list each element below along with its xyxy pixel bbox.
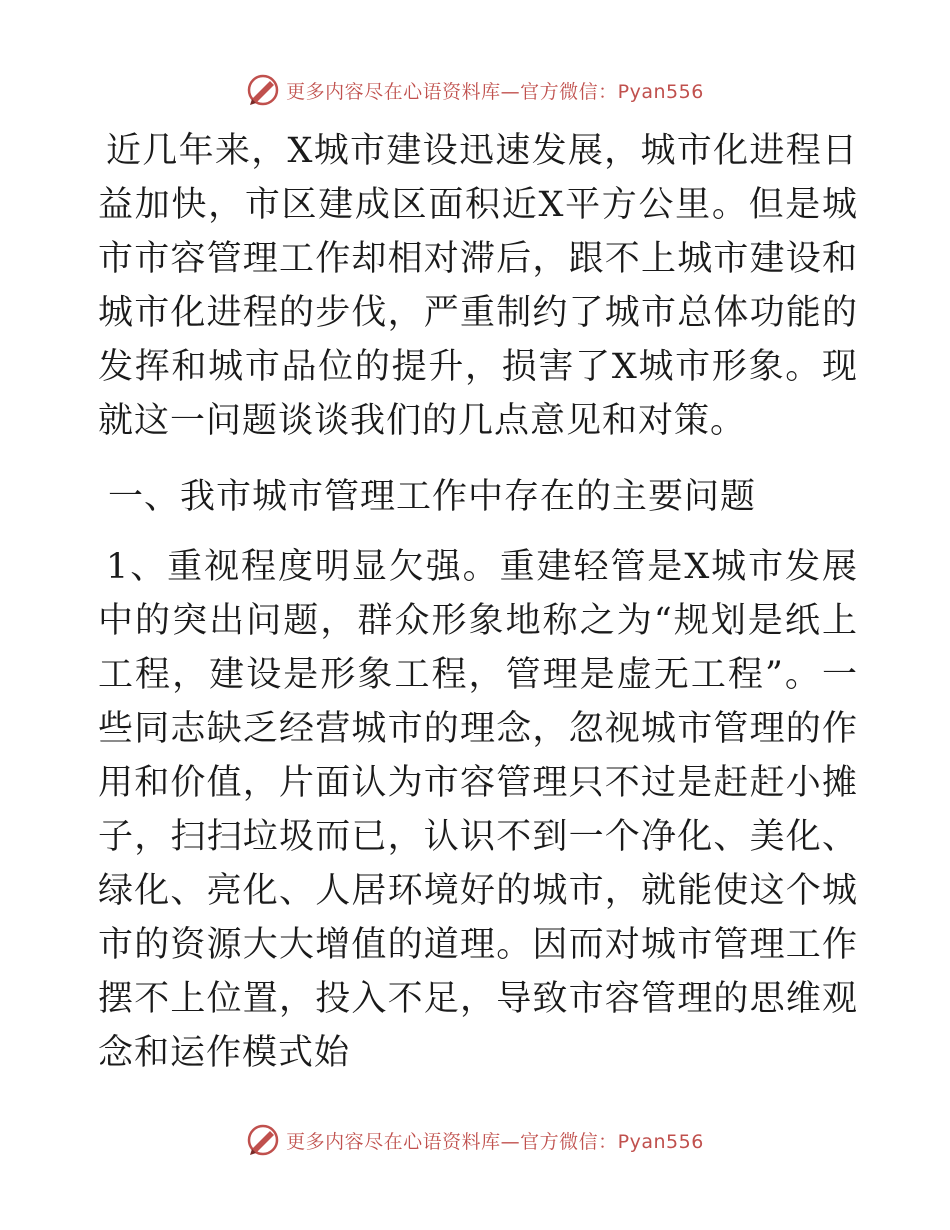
document-body xyxy=(98,124,858,1080)
pen-logo-icon xyxy=(246,73,280,107)
banner-text: 更多内容尽在心语资料库—官方微信：Pyan556 xyxy=(286,80,704,103)
footer-banner xyxy=(0,1120,950,1160)
problem-paragraph: 1、重视程度明显欠强。重建轻管是X城市发展中的突出问题，群众形象地称之为“规划是纸上工程，建设是形象工程，管理是虚无工程”。一些同志缺乏经营城市的理念，忽视城市管理的作用和价值，片面认为市容管理只不过是赶赶小摊子，扫扫垃圾而已，认识不到一个净化、美化、绿化、亮化、人居环境好的城市，就能使这个城市的资源大大增值的道理。因而对城市管理工作摆不上位置，投入不足，导致市容管理的思维观念和运作模式始 xyxy=(98,547,858,1073)
banner-text: 更多内容尽在心语资料库—官方微信：Pyan556 xyxy=(286,1130,704,1153)
section-heading: 一、我市城市管理工作中存在的主要问题 xyxy=(108,477,757,517)
header-banner xyxy=(0,70,950,110)
pen-logo-icon xyxy=(246,1123,280,1157)
intro-paragraph: 近几年来，X城市建设迅速发展，城市化进程日益加快，市区建成区面积近X平方公里。但是城市市容管理工作却相对滞后，跟不上城市建设和城市化进程的步伐，严重制约了城市总体功能的发挥和城市品位的提升，损害了X城市形象。现就这一问题谈谈我们的几点意见和对策。 xyxy=(98,131,858,441)
